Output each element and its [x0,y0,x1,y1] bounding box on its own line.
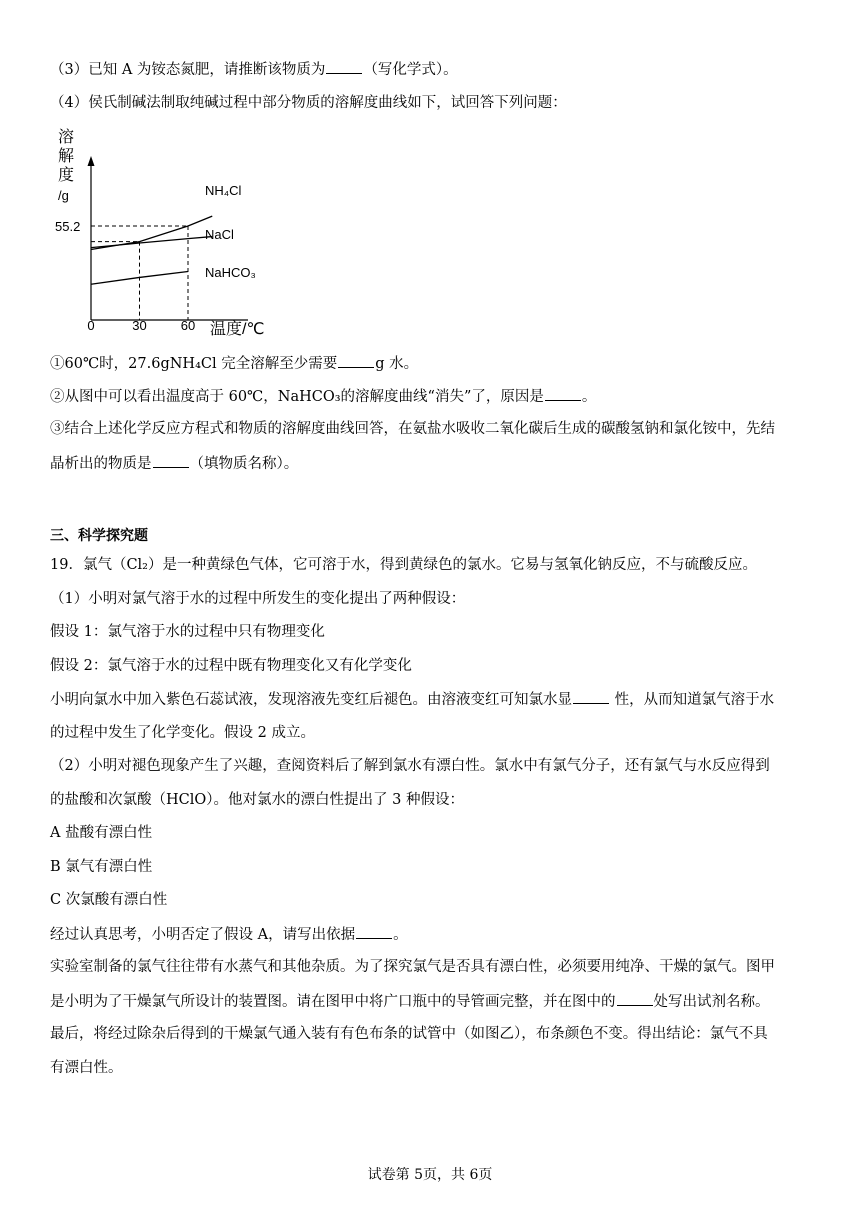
question-19-part2a: （2）小明对褪色现象产生了兴趣，查阅资料后了解到氯水有漂白性。氯水中有氯气分子，还有氯气与水反应得到 [50,758,770,774]
y-axis-label-char: 度 [58,167,75,184]
page-footer: 试卷第 5页，共 6页 [367,1167,493,1183]
answer-blank[interactable] [326,59,362,74]
y-axis-label-char: 溶 [58,129,75,146]
question-c-line1: ③结合上述化学反应方程式和物质的溶解度曲线回答，在氨盐水吸收二氧化碳后生成的碳酸氢钠和氯化铵中，先结 [50,421,775,437]
series-lines [91,216,212,284]
hypothesis-2: 假设 2：氯气溶于水的过程中既有物理变化又有化学变化 [50,658,412,674]
y-axis-label-char: 解 [58,148,75,165]
paragraph-3a: 实验室制备的氯气往往带有水蒸气和其他杂质。为了探究氯气是否具有漂白性，必须要用纯净、干燥的氯气。图甲 [50,959,775,975]
answer-blank[interactable] [545,386,581,401]
question-18-part4: （4）侯氏制碱法制取纯碱过程中部分物质的溶解度曲线如下，试回答下列问题： [50,95,567,111]
y-axis-arrow [88,156,95,166]
paragraph-1b: 的过程中发生了化学变化。假设 2 成立。 [50,725,315,741]
solubility-chart [48,124,280,342]
answer-blank[interactable] [356,924,392,939]
question-19: 19．氯气（Cl₂）是一种黄绿色气体，它可溶于水，得到黄绿色的氯水。它易与氢氧化钠反应，不与硫酸反应。 [50,557,757,573]
series-line-0 [91,216,212,249]
option-b: B 氯气有漂白性 [50,859,153,875]
section-heading: 三、科学探究题 [50,528,148,544]
paragraph-1: 小明向氯水中加入紫色石蕊试液，发现溶液先变红后褪色。由溶液变红可知氯水显 性，从而知道氯气溶于水 [50,689,774,710]
answer-blank[interactable] [617,991,653,1006]
x-tick-label: 60 [180,318,196,333]
answer-blank[interactable] [338,353,374,368]
paragraph-4b: 有漂白性。 [50,1060,123,1076]
y-tick-label: 55.2 [55,219,81,234]
series-label: NH₄Cl [205,183,242,198]
paragraph-3b: 是小明为了干燥氯气所设计的装置图。请在图甲中将广口瓶中的导管画完整，并在图中的 处写出试剂名称。 [50,991,770,1012]
series-label: NaCl [205,227,234,242]
answer-blank[interactable] [153,453,189,468]
question-18-part3: （3）已知 A 为铵态氮肥，请推断该物质为 （写化学式）。 [50,59,458,80]
question-a: ①60℃时，27.6gNH₄Cl 完全溶解至少需要 g 水。 [50,353,418,374]
paragraph-4a: 最后，将经过除杂后得到的干燥氯气通入装有有色布条的试管中（如图乙），布条颜色不变。得出结论：氯气不具 [50,1026,768,1042]
y-axis-label [58,128,74,203]
x-tick-label: 0 [87,318,95,333]
question-19-part1: （1）小明对氯气溶于水的过程中所发生的变化提出了两种假设： [50,591,466,607]
option-a: A 盐酸有漂白性 [50,825,153,841]
x-axis-label: 温度/℃ [210,321,265,338]
series-label: NaHCO₃ [205,265,256,280]
x-tick-label: 30 [132,318,147,333]
hypothesis-1: 假设 1：氯气溶于水的过程中只有物理变化 [50,624,325,640]
option-c: C 次氯酸有漂白性 [50,892,168,908]
question-c-line2: 晶析出的物质是 （填物质名称）。 [50,453,298,474]
paragraph-2: 经过认真思考，小明否定了假设 A，请写出依据 。 [50,924,408,945]
y-axis-label-char: /g [58,188,69,203]
question-b: ②从图中可以看出温度高于 60℃，NaHCO₃的溶解度曲线“消失”了，原因是 。 [50,386,596,407]
question-19-part2b: 的盐酸和次氯酸（HClO）。他对氯水的漂白性提出了 3 种假设： [50,792,464,808]
answer-blank[interactable] [573,689,609,704]
chart-labels [55,183,264,338]
